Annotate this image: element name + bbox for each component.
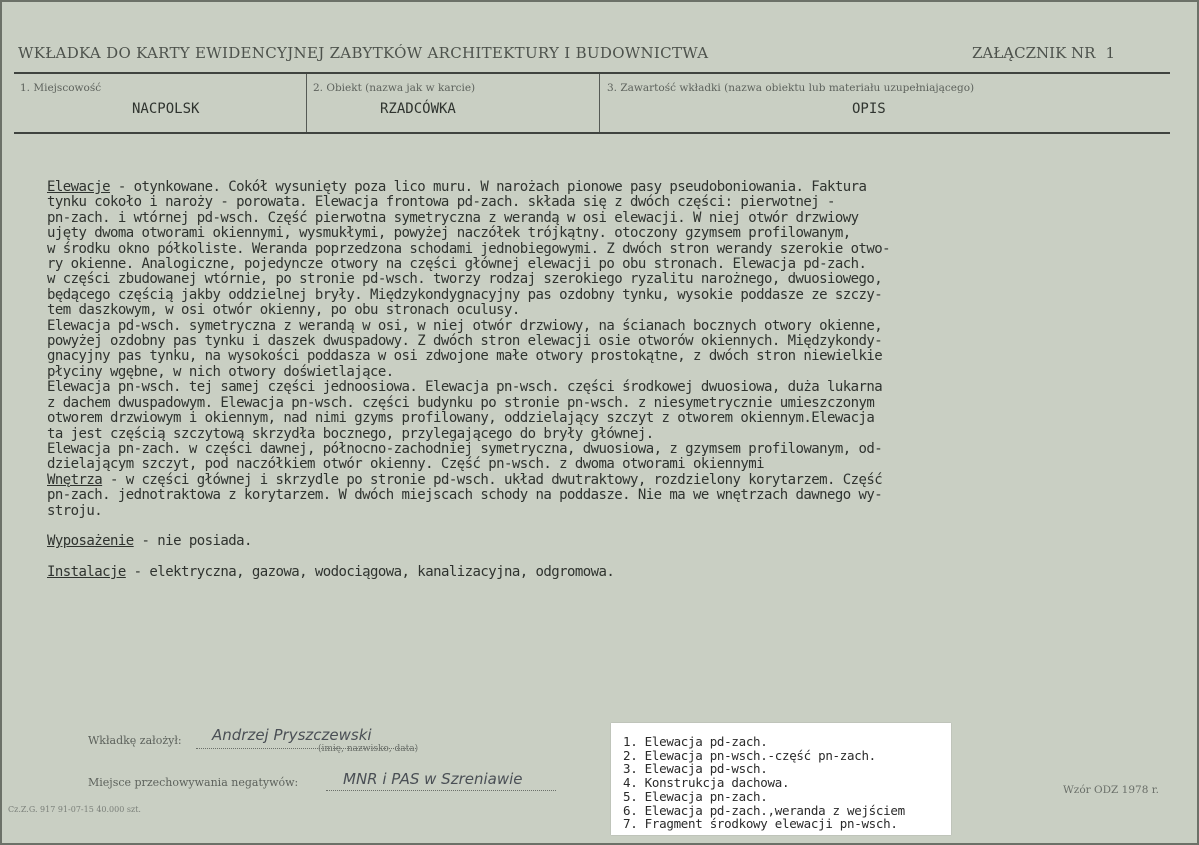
text-line: z dachem dwuspadowym. Elewacja pn-wsch. części budynku po stronie pn-wsch. z niesymetrycznie umieszczonym <box>47 394 875 411</box>
field-label-contents: 3. Zawartość wkładki (nazwa obiektu lub materiału uzupełniającego) <box>607 82 975 94</box>
field-divider <box>306 74 307 132</box>
author-hint: (imię, nazwisko, data) <box>318 744 419 754</box>
field-label-object: 2. Obiekt (nazwa jak w karcie) <box>313 82 476 94</box>
photo-list-item: 5. Elewacja pn-zach. <box>623 788 768 804</box>
photo-list-item: 2. Elewacja pn-wsch.-część pn-zach. <box>623 747 876 763</box>
form-identifier: Wzór ODZ 1978 r. <box>1063 784 1159 796</box>
photo-list-item: 6. Elewacja pd-zach.,weranda z wejściem <box>623 802 905 818</box>
photo-list-item: 3. Elewacja pd-wsch. <box>623 761 768 777</box>
text-line: dzielającym szczyt, pod naczółkiem otwór okienny. Część pn-wsch. z dwoma otworami okiennymi <box>47 456 764 473</box>
photo-list <box>611 723 951 831</box>
photo-list-item: 7. Fragment środkowy elewacji pn-wsch. <box>623 816 898 832</box>
text-line: - nie posiada. <box>133 533 252 550</box>
text-line: Elewacja pd-wsch. symetryczna z werandą w osi, w niej otwór drzwiowy, na ścianach bocznych otwory okienne, <box>47 317 883 334</box>
text-line: w części zbudowanej wtórnie, po stronie pd-wsch. tworzy rodzaj szerokiego ryzalitu narożnego, dwuosiowego, <box>47 271 883 288</box>
author-label: Wkładkę założył: <box>88 734 182 747</box>
photo-list-slip <box>611 723 951 835</box>
header-rule-bottom <box>14 132 1170 134</box>
attachment-value: 1 <box>1105 44 1116 62</box>
section-heading-elevations: Elewacje <box>47 179 111 195</box>
field-divider <box>599 74 600 132</box>
text-line: powyżej ozdobny pas tynku i daszek dwuspadowy. Z dwóch stron elewacji osie otworów okiennych. Międzykondy- <box>47 333 883 350</box>
storage-label: Miejsce przechowywania negatywów: <box>88 776 299 789</box>
text-line: w środku okno półkoliste. Weranda poprzedzona schodami jednobiegowymi. Z dwóch stron werandy szerokie otwo- <box>47 240 891 257</box>
storage-value: MNR i PAS w Szreniawie <box>343 770 523 788</box>
text-line: - otynkowane. Cokół wysunięty poza lico muru. W narożach pionowe pasy pseudoboniowania. Faktura <box>110 179 867 195</box>
text-line: pn-zach. i wtórnej pd-wsch. Część pierwotna symetryczna z werandą w osi elewacji. W niej otwór drzwiowy <box>47 209 859 226</box>
text-line: stroju. <box>47 502 103 519</box>
field-value-object: RZADCÓWKA <box>380 101 456 117</box>
photo-list-item: 1. Elewacja pd-zach. <box>623 734 768 749</box>
description-text <box>47 180 1167 581</box>
text-line: - w części głównej i skrzydle po stronie pd-wsch. układ dwutraktowy, rozdzielony korytarzem. Część <box>102 471 883 488</box>
document-title: WKŁADKA DO KARTY EWIDENCYJNEJ ZABYTKÓW ARCHITEKTURY I BUDOWNICTWA <box>18 44 709 62</box>
text-line: będącego częścią jakby oddzielnej bryły. Międzykondygnacyjny pas ozdobny tynku, wysokie poddasze ze szczy- <box>47 286 883 303</box>
text-line: Elewacja pn-zach. w części dawnej, północno-zachodniej symetryczna, dwuosiowa, z gzymsem profilowanym, od- <box>47 440 883 457</box>
attachment-number <box>972 44 1115 62</box>
photo-list-item: 4. Konstrukcja dachowa. <box>623 775 790 791</box>
field-value-contents: OPIS <box>852 101 886 117</box>
storage-line <box>326 790 556 791</box>
text-line: gnacyjny pas tynku, na wysokości poddasza w osi zdwojone małe otwory prostokątne, z dwóch stron niewielkie <box>47 348 883 365</box>
text-line: tem daszkowym, w osi otwór okienny, po obu stronach oculusy. <box>47 302 520 319</box>
field-value-locality: NACPOLSK <box>132 101 200 117</box>
section-heading-interiors: Wnętrza <box>47 471 103 488</box>
text-line: ry okienne. Analogiczne, pojedyncze otwory na części głównej elewacji po obu stronach. Elewacja pd-zach. <box>47 256 867 273</box>
header-rule-top <box>14 72 1170 74</box>
text-line: płyciny wgębne, w nich otwory doświetlające. <box>47 363 394 380</box>
text-line: pn-zach. jednotraktowa z korytarzem. W dwóch miejscach schody na poddasze. Nie ma we wnętrzach dawnego wy- <box>47 487 883 504</box>
text-line: tynku cokoło i naroży - porowata. Elewacja frontowa pd-zach. składa się z dwóch części: pierwotnej - <box>47 194 835 211</box>
text-line: - elektryczna, gazowa, wodociągowa, kanalizacyjna, odgromowa. <box>125 564 615 581</box>
text-line: ujęty dwoma otworami okiennymi, wysmukłymi, powyżej naczółek trójkątny. otoczony gzymsem profilowanym, <box>47 225 851 242</box>
section-heading-furnishings: Wyposażenie <box>47 533 134 550</box>
section-heading-installations: Instalacje <box>47 564 126 581</box>
field-label-locality: 1. Miejscowość <box>20 82 102 94</box>
print-identifier: Cz.Z.G. 917 91-07-15 40.000 szt. <box>8 805 141 814</box>
author-signature: Andrzej Pryszczewski <box>212 726 372 744</box>
text-line: otworem drzwiowym i okiennym, nad nimi gzyms profilowany, oddzielający szczyt z otworem okiennym.Elewacja <box>47 410 875 427</box>
text-line: ta jest częścią szczytową skrzydła bocznego, przylegającego do bryły głównej. <box>47 425 654 442</box>
attachment-label: ZAŁĄCZNIK NR <box>972 44 1096 62</box>
text-line: Elewacja pn-wsch. tej samej części jednoosiowa. Elewacja pn-wsch. części środkowej dwuosiowa, duża lukarna <box>47 379 883 396</box>
